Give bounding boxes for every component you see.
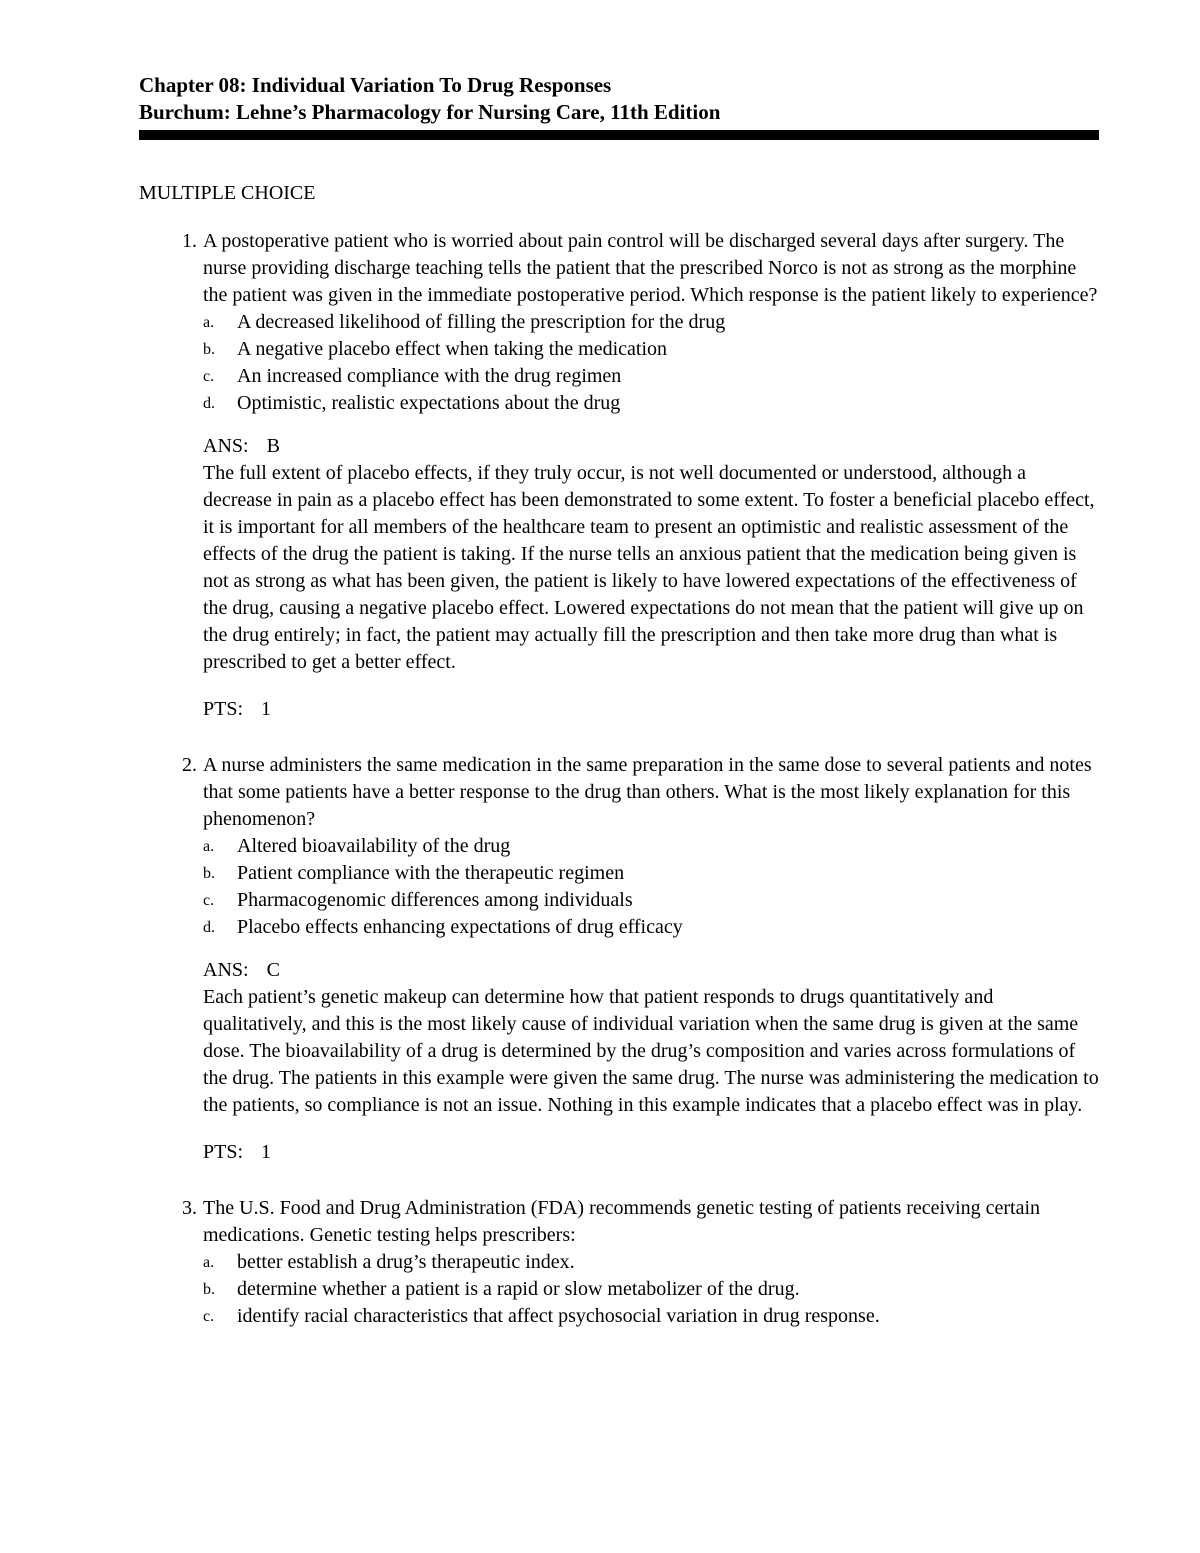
question-stem: A nurse administers the same medication in the same preparation in the same dose to several patients and notes that some patients have a better response to the drug than others. What is the most likely explanation for this phenomenon? (203, 754, 1092, 830)
points-line (203, 1139, 1099, 1166)
option-text: Pharmacogenomic differences among individuals (237, 889, 633, 911)
option-a (203, 309, 1099, 336)
question-stem: The U.S. Food and Drug Administration (FDA) recommends genetic testing of patients receiving certain medications. Genetic testing helps prescribers: (203, 1197, 1041, 1246)
document-page (139, 72, 1099, 1330)
option-d (203, 390, 1099, 417)
option-text: better establish a drug’s therapeutic index. (237, 1251, 575, 1273)
option-letter: d. (203, 919, 215, 936)
question-number: 2. (182, 754, 197, 776)
option-letter: c. (203, 368, 215, 385)
option-text: A decreased likelihood of filling the prescription for the drug (237, 311, 726, 333)
points-label: PTS: (203, 698, 244, 720)
option-letter: b. (203, 1281, 215, 1298)
option-letter: a. (203, 838, 215, 855)
answer-label: ANS: (203, 959, 249, 981)
option-a (203, 1249, 1099, 1276)
option-letter: d. (203, 395, 215, 412)
points-label: PTS: (203, 1141, 244, 1163)
rationale: The full extent of placebo effects, if they truly occur, is not well documented or understood, although a decrease in pain as a placebo effect has been demonstrated to some extent. To foster a beneficial placebo effect, it is important for all members of the healthcare team to present an optimistic and realistic assessment of the effects of the drug the patient is taking. If the nurse tells an anxious patient that the medication being given is not as strong as what has been given, the patient is likely to have lowered expectations of the effectiveness of the drug, causing a negative placebo effect. Lowered expectations do not mean that the patient will give up on the drug entirely; in fact, the patient may actually fill the prescription and then take more drug than what is prescribed to get a better effect. (203, 462, 1095, 673)
header-rule (139, 130, 1099, 140)
question-3 (139, 1195, 1099, 1330)
answer-value: B (266, 435, 280, 457)
question-stem: A postoperative patient who is worried about pain control will be discharged several days after surgery. The nurse providing discharge teaching tells the patient that the prescribed Norco is not as strong as the morphine the patient was given in the immediate postoperative period. Which response is the patient likely to experience? (203, 230, 1098, 306)
option-text: Optimistic, realistic expectations about the drug (237, 392, 621, 414)
option-text: determine whether a patient is a rapid or slow metabolizer of the drug. (237, 1278, 800, 1300)
chapter-title: Chapter 08: Individual Variation To Drug Responses (139, 73, 612, 97)
question-number: 1. (182, 230, 197, 252)
option-c (203, 363, 1099, 390)
option-b (203, 1276, 1099, 1303)
points-value: 1 (261, 698, 272, 720)
book-title: Burchum: Lehne’s Pharmacology for Nursing Care, 11th Edition (139, 100, 721, 124)
option-d (203, 914, 1099, 941)
section-title: MULTIPLE CHOICE (139, 182, 316, 204)
option-letter: a. (203, 1254, 215, 1271)
option-letter: b. (203, 865, 215, 882)
question-number: 3. (182, 1197, 197, 1219)
option-a (203, 833, 1099, 860)
option-b (203, 336, 1099, 363)
points-line (203, 696, 1099, 723)
option-text: Placebo effects enhancing expectations of drug efficacy (237, 916, 683, 938)
answer-line (203, 433, 1099, 460)
option-text: Altered bioavailability of the drug (237, 835, 511, 857)
option-c (203, 887, 1099, 914)
option-text: Patient compliance with the therapeutic regimen (237, 862, 625, 884)
points-value: 1 (261, 1141, 272, 1163)
option-letter: a. (203, 314, 215, 331)
option-text: identify racial characteristics that affect psychosocial variation in drug response. (237, 1305, 880, 1327)
option-text: An increased compliance with the drug regimen (237, 365, 622, 387)
answer-line (203, 957, 1099, 984)
question-1 (139, 228, 1099, 723)
option-letter: b. (203, 341, 215, 358)
option-letter: c. (203, 1308, 215, 1325)
answer-value: C (266, 959, 280, 981)
option-letter: c. (203, 892, 215, 909)
option-text: A negative placebo effect when taking the medication (237, 338, 668, 360)
option-c (203, 1303, 1099, 1330)
answer-label: ANS: (203, 435, 249, 457)
rationale: Each patient’s genetic makeup can determine how that patient responds to drugs quantitatively and qualitatively, and this is the most likely cause of individual variation when the same drug is given at the same dose. The bioavailability of a drug is determined by the drug’s composition and varies across formulations of the drug. The patients in this example were given the same drug. The nurse was administering the medication to the patients, so compliance is not an issue. Nothing in this example indicates that a placebo effect was in play. (203, 986, 1099, 1116)
option-b (203, 860, 1099, 887)
question-2 (139, 752, 1099, 1166)
